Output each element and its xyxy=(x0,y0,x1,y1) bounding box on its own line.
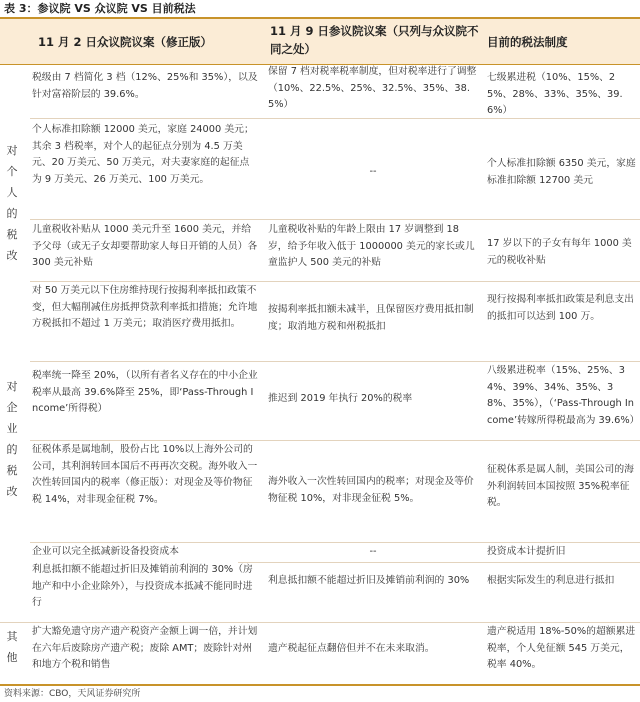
row-separator xyxy=(238,562,640,563)
row-1-senate: 保留 7 档对税率税率制度，但对税率进行了调整（10%、22.5%、25%、32.5%、35%、38.5%） xyxy=(268,66,477,110)
row-2-house: 个人标准扣除额 12000 美元，家庭 24000 美元；其余 3 档税率，对个人的起征点分别为 4.5 万美元、20 万美元、50 万美元，对夫妻家庭的起征点为 9 万美元、26 万美元、100 万美元。 xyxy=(32,124,254,185)
row-3-senate: 儿童税收补贴的年龄上限由 17 岁调整到 18 岁，给予年收入低于 1000000 美元的家长或儿童监护人 500 美元的补贴 xyxy=(268,224,475,268)
row-7-house: 企业可以完全抵减新设备投资成本 xyxy=(32,546,179,557)
header-current-law: 目前的税法制度 xyxy=(487,35,568,49)
row-separator xyxy=(0,622,640,623)
row-7-senate: -- xyxy=(369,546,377,557)
row-8-senate: 利息抵扣额不能超过折旧及摊销前利润的 30% xyxy=(268,575,470,586)
row-9-current: 遗产税适用 18%-50%的超额累进税率，个人免征额 545 万美元，税率 40%。 xyxy=(487,626,636,670)
row-3-house: 儿童税收补贴从 1000 美元升至 1600 美元，并给予父母（或无子女却要帮助家人每日开销的人员）各 300 美元补贴 xyxy=(32,224,258,268)
category-corporate: 对 企 业 的 税 改 xyxy=(6,380,18,498)
row-1-current: 七级累进税（10%、15%、25%、28%、33%、35%、39.6%） xyxy=(487,72,623,116)
row-separator xyxy=(30,440,640,441)
row-5-senate: 推迟到 2019 年执行 20%的税率 xyxy=(268,393,413,404)
row-9-house: 扩大豁免遗守房产遗产税资产金额上调一倍，并计划在六年后废除房产遗产税；废除 AMT；废除针对州和地方个税和销售 xyxy=(32,626,258,670)
row-separator xyxy=(30,281,640,282)
bottom-rule xyxy=(0,684,640,686)
row-6-house: 征税体系是属地制，股份占比 10%以上海外公司的公司，其利润转回本国后不再再次交税。海外收入一次性转回国内的税率（修正版）：对现金及等价物征税 14%，对非现金征税 7%。 xyxy=(32,444,258,505)
row-7-current: 投资成本计提折旧 xyxy=(487,546,566,557)
source-note: 资料来源：CBO，天风证券研究所 xyxy=(4,689,141,699)
row-8-house: 利息抵扣额不能超过折旧及摊销前利润的 30%（房地产和中小企业除外），与投资成本抵减不能同时进行 xyxy=(32,564,253,608)
row-4-house: 对 50 万美元以下住房维持现行按揭利率抵扣政策不变，但大幅削减住房抵押贷款利率抵扣措施；允许地方税抵扣不超过 1 万美元；取消医疗费用抵扣。 xyxy=(32,285,258,329)
row-5-current: 八级累进税率（15%、25%、34%、39%、34%、35%、38%、35%），（‘Pass-Through Income’转嫁所得税最高为 39.6%） xyxy=(487,365,640,426)
row-6-current: 征税体系是属人制，美国公司的海外利润转回本国按照 35%税率征税。 xyxy=(487,464,634,508)
category-other: 其 他 xyxy=(6,630,18,664)
row-9-senate: 遗产税起征点翻倍但并不在未来取消。 xyxy=(268,643,435,654)
row-separator xyxy=(30,542,640,543)
category-personal: 对 个 人 的 税 改 xyxy=(6,144,18,262)
row-4-senate: 按揭利率抵扣额未减半，且保留医疗费用抵扣制度；取消地方税和州税抵扣 xyxy=(268,304,474,332)
row-separator xyxy=(30,219,640,220)
table-header xyxy=(0,19,640,64)
row-2-senate: -- xyxy=(369,166,377,177)
row-2-current: 个人标准扣除额 6350 美元，家庭标准扣除额 12700 美元 xyxy=(487,158,636,186)
header-senate-bill: 11 月 9 日参议院议案（只列与众议院不同之处） xyxy=(270,24,479,56)
row-6-senate: 海外收入一次性转回国内的税率；对现金及等价物征税 10%，对非现金征税 5%。 xyxy=(268,476,474,504)
table-title: 表 3：参议院 VS 众议院 VS 目前税法 xyxy=(4,2,196,15)
row-1-house: 税级由 7 档简化 3 档（12%、25%和 35%），以及针对富裕阶层的 39.6%。 xyxy=(32,72,258,100)
row-separator xyxy=(30,118,640,119)
header-house-bill: 11 月 2 日众议院议案（修正版） xyxy=(38,35,213,49)
row-5-house: 税率统一降至 20%，（以所有者名义存在的中小企业税率从最高 39.6%降至 25%，即‘Pass-Through Income’所得税） xyxy=(32,370,258,414)
row-4-current: 现行按揭利率抵扣政策是利息支出的抵扣可以达到 100 万。 xyxy=(487,294,634,322)
row-separator xyxy=(30,361,640,362)
row-8-current: 根据实际发生的利息进行抵扣 xyxy=(487,575,615,586)
row-3-current: 17 岁以下的子女有每年 1000 美元的税收补贴 xyxy=(487,238,632,266)
